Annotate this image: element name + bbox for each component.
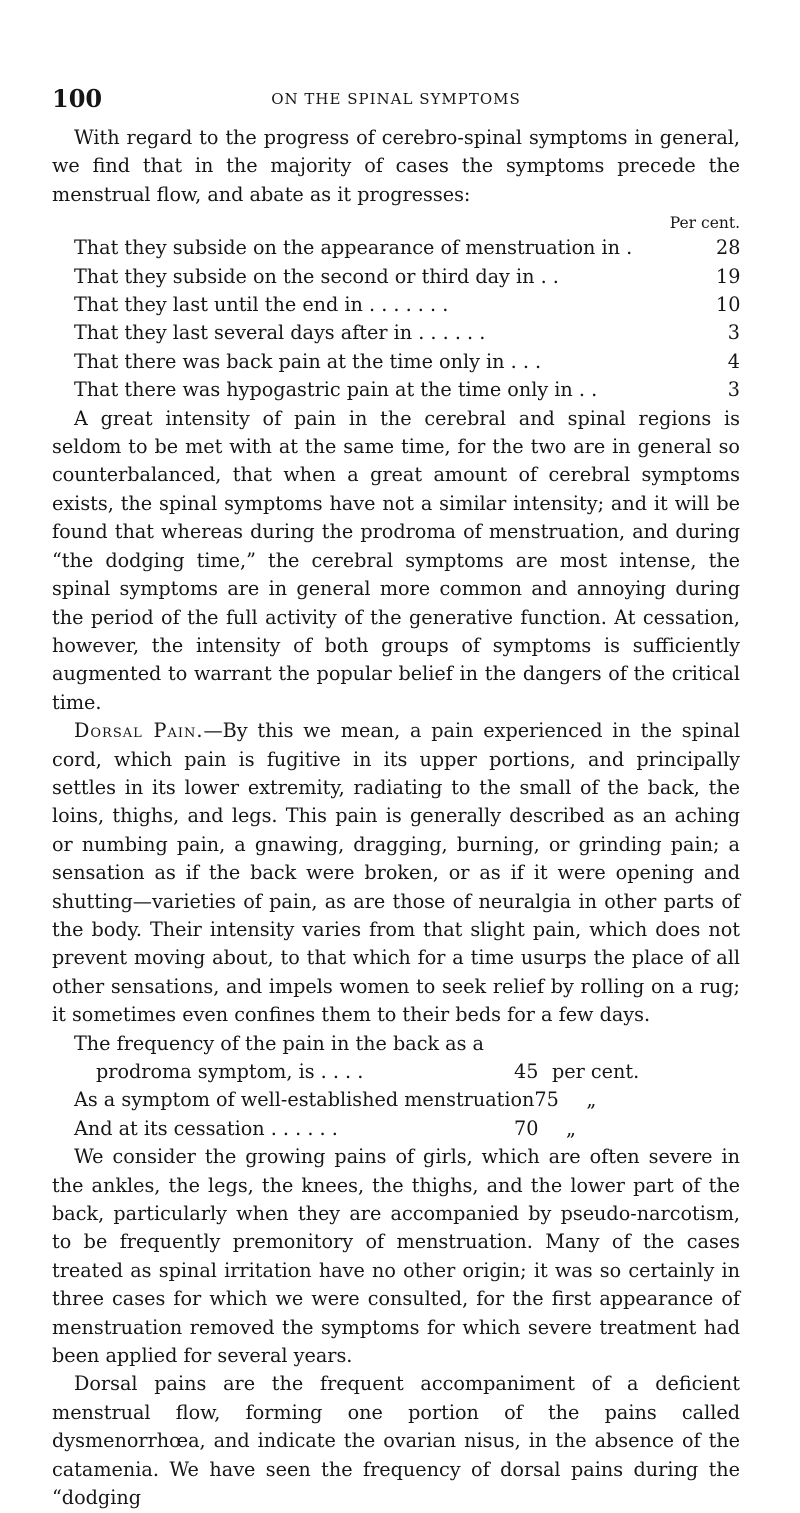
frequency-row-unit: per cent. [552, 1060, 640, 1083]
stats-row-label: That they last until the end in . . . . . . . [74, 293, 449, 317]
frequency-table [74, 1030, 740, 1144]
stats-column-header: Per cent. [669, 214, 740, 233]
frequency-intro-line: The frequency of the pain in the back as a [74, 1031, 485, 1055]
running-head [52, 84, 740, 114]
running-title: ON THE SPINAL SYMPTOMS [271, 90, 521, 108]
stats-row-value: 3 [727, 378, 740, 402]
page-number: 100 [52, 84, 103, 113]
stats-row-value: 10 [716, 293, 741, 317]
stats-table [52, 234, 740, 404]
dorsal-pain-heading: Dorsal Pain. [74, 719, 204, 743]
stats-row-value: 3 [727, 321, 740, 345]
frequency-row-value: 45 [514, 1060, 539, 1083]
stats-row-label: That there was hypogastric pain at the time only in . . [74, 378, 598, 402]
frequency-row-label: And at its cessation . . . . . . [74, 1116, 338, 1140]
stats-row-label: That there was back pain at the time only in . . . [74, 349, 542, 373]
stats-row [52, 291, 740, 319]
frequency-row [74, 1115, 740, 1143]
frequency-row-unit: „ [586, 1088, 597, 1112]
frequency-row-label: As a symptom of well-established menstruation [74, 1088, 535, 1112]
frequency-row [74, 1058, 740, 1086]
stats-row-value: 19 [716, 264, 741, 288]
stats-row-value: 4 [727, 349, 740, 373]
frequency-row-value: 70 [514, 1116, 539, 1140]
stats-row-label: That they subside on the second or third day in . . [74, 264, 559, 288]
stats-row [52, 376, 740, 404]
dorsal-pain-text: —By this we mean, a pain experienced in the spinal cord, which pain is fugitive in its upper portions, and principally settles in its lower extremity, radiating to the small of the back, the loins, thighs, and legs. This pain is generally described as an aching or numbing pain, a gnawing, dragging, burning, or grinding pain; a sensation as if the back were broken, or as if it were opening and shutting—varieties of pain, as are those of neuralgia in other parts of the body. Their intensity varies from that slight pain, which does not prevent moving about, to that which for a time usurps the place of all other sensations, and impels women to seek relief by rolling on a rug; it sometimes even confines them to their beds for a few days. [52, 719, 741, 1027]
stats-row [52, 234, 740, 262]
intensity-paragraph: A great intensity of pain in the cerebral and spinal regions is seldom to be met with at the same time, for the two are in general so counterbalanced, that when a great amount of cerebral symptoms exists, the spinal symptoms have not a similar intensity; and it will be found that whereas during the prodroma of menstruation, and during “the dodging time,” the cerebral symptoms are most intense, the spinal symptoms are in general more common and annoying during the period of the full activity of the generative function. At cessation, however, the intensity of both groups of symptoms is sufficiently augmented to warrant the popular belief in the dangers of the critical time. [52, 406, 740, 714]
growing-pains-paragraph: We consider the growing pains of girls, which are often severe in the ankles, the legs, the knees, the thighs, and the lower part of the back, particularly when they are accompanied by pseudo-narcotism, to be frequently premonitory of menstruation. Many of the cases treated as spinal irritation have no other origin; it was so certainly in three cases for which we were consulted, for the first appearance of menstruation removed the symptoms for which severe treatment had been applied for several years. [52, 1145, 740, 1368]
body-text [52, 124, 740, 1513]
stats-row-label: That they subside on the appearance of menstruation in . [74, 236, 633, 260]
stats-row [52, 348, 740, 376]
dorsal-pain-paragraph [52, 717, 740, 1029]
stats-row-value: 28 [716, 236, 741, 260]
dorsal-pains-frequent-paragraph: Dorsal pains are the frequent accompaniment of a deficient menstrual flow, forming one portion of the pains called dysmenorrhœa, and indicate the ovarian nisus, in the absence of the catamenia. We have seen the frequency of dorsal pains during the “dodging [52, 1372, 740, 1510]
frequency-row-unit: „ [566, 1116, 576, 1140]
frequency-row-label: prodroma symptom, is . . . . [96, 1060, 364, 1083]
stats-row [52, 263, 740, 291]
stats-row-label: That they last several days after in . . . . . . [74, 321, 486, 345]
stats-row [52, 319, 740, 347]
frequency-row [74, 1086, 740, 1114]
intro-paragraph: With regard to the progress of cerebro-spinal symptoms in general, we find that in the majority of cases the symptoms precede the menstrual flow, and abate as it progresses: [52, 126, 740, 206]
frequency-row-value: 75 [534, 1088, 559, 1112]
